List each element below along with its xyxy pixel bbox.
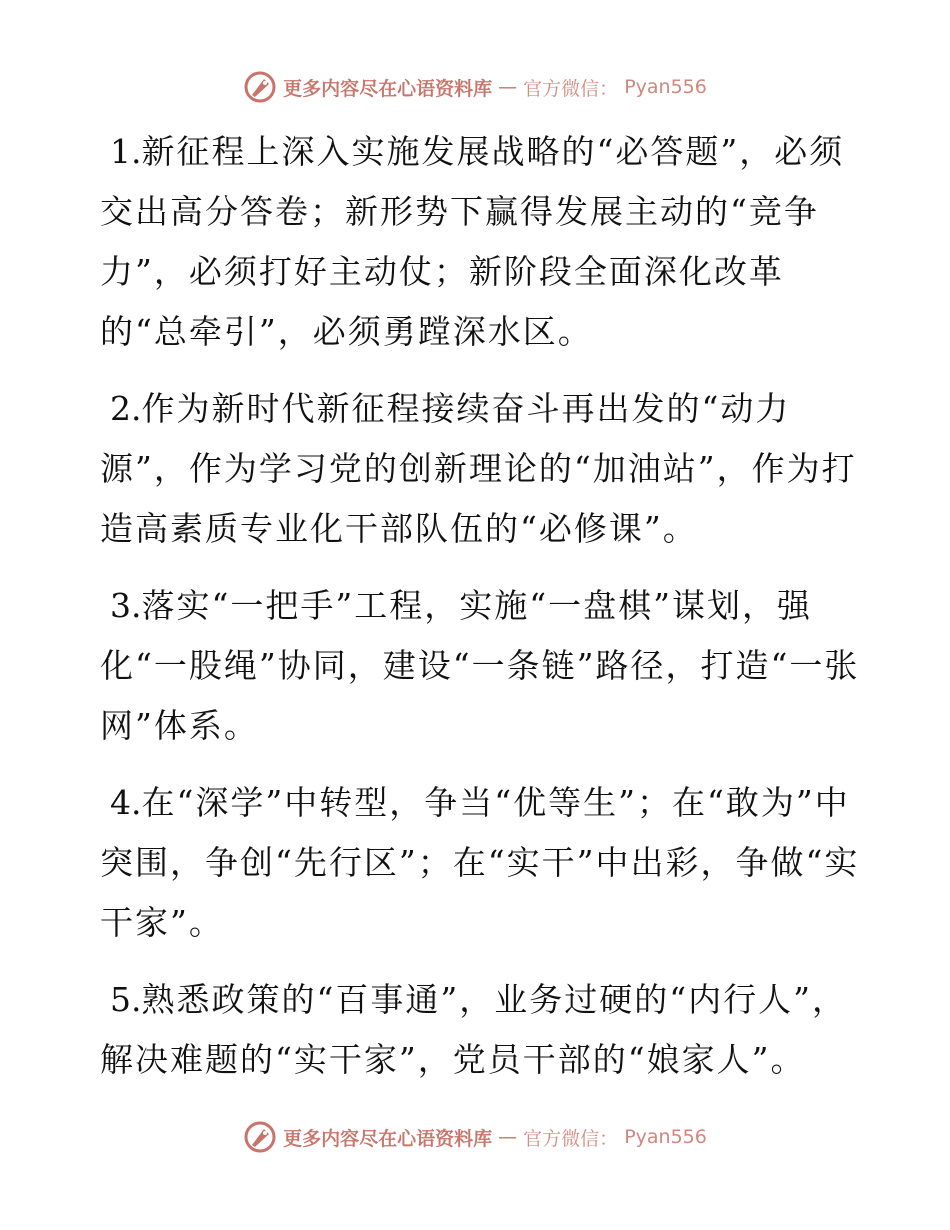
banner-wechat-label: 官方微信： [523,1127,619,1150]
document-body [100,122,860,1107]
banner-separator: — [498,76,518,98]
item-number: 1. [110,132,142,171]
pen-nib-logo-icon [243,70,277,104]
item-number: 2. [110,389,142,428]
item-number: 4. [110,783,142,822]
header-banner [0,70,950,104]
item-text: 熟悉政策的“百事通”，业务过硬的“内行人”，解决难题的“实干家”，党员干部的“娘家人”。 [100,980,847,1079]
banner-separator: — [498,1126,518,1148]
item-number: 3. [110,586,142,625]
banner-brand-text: 更多内容尽在心语资料库 [283,1127,493,1150]
list-item [100,122,860,362]
list-item [100,773,860,953]
banner-brand-text: 更多内容尽在心语资料库 [283,77,493,100]
item-number: 5. [110,980,142,1019]
banner-wechat-id: Pyan556 [624,1126,707,1148]
banner-wechat-label: 官方微信： [523,77,619,100]
footer-banner [0,1120,950,1154]
list-item [100,576,860,756]
item-text: 在“深学”中转型，争当“优等生”；在“敢为”中突围，争创“先行区”；在“实干”中出彩，争做“实干家”。 [100,783,860,942]
item-text: 新征程上深入实施发展战略的“必答题”，必须交出高分答卷；新形势下赢得发展主动的“竞争力”，必须打好主动仗；新阶段全面深化改革的“总牵引”，必须勇蹚深水区。 [100,132,845,351]
list-item [100,379,860,559]
item-text: 落实“一把手”工程，实施“一盘棋”谋划，强化“一股绳”协同，建设“一条链”路径，打造“一张网”体系。 [100,586,860,745]
banner-wechat-id: Pyan556 [624,76,707,98]
pen-nib-logo-icon [243,1120,277,1154]
item-text: 作为新时代新征程接续奋斗再出发的“动力源”，作为学习党的创新理论的“加油站”，作为打造高素质专业化干部队伍的“必修课”。 [100,389,857,548]
list-item [100,970,860,1090]
